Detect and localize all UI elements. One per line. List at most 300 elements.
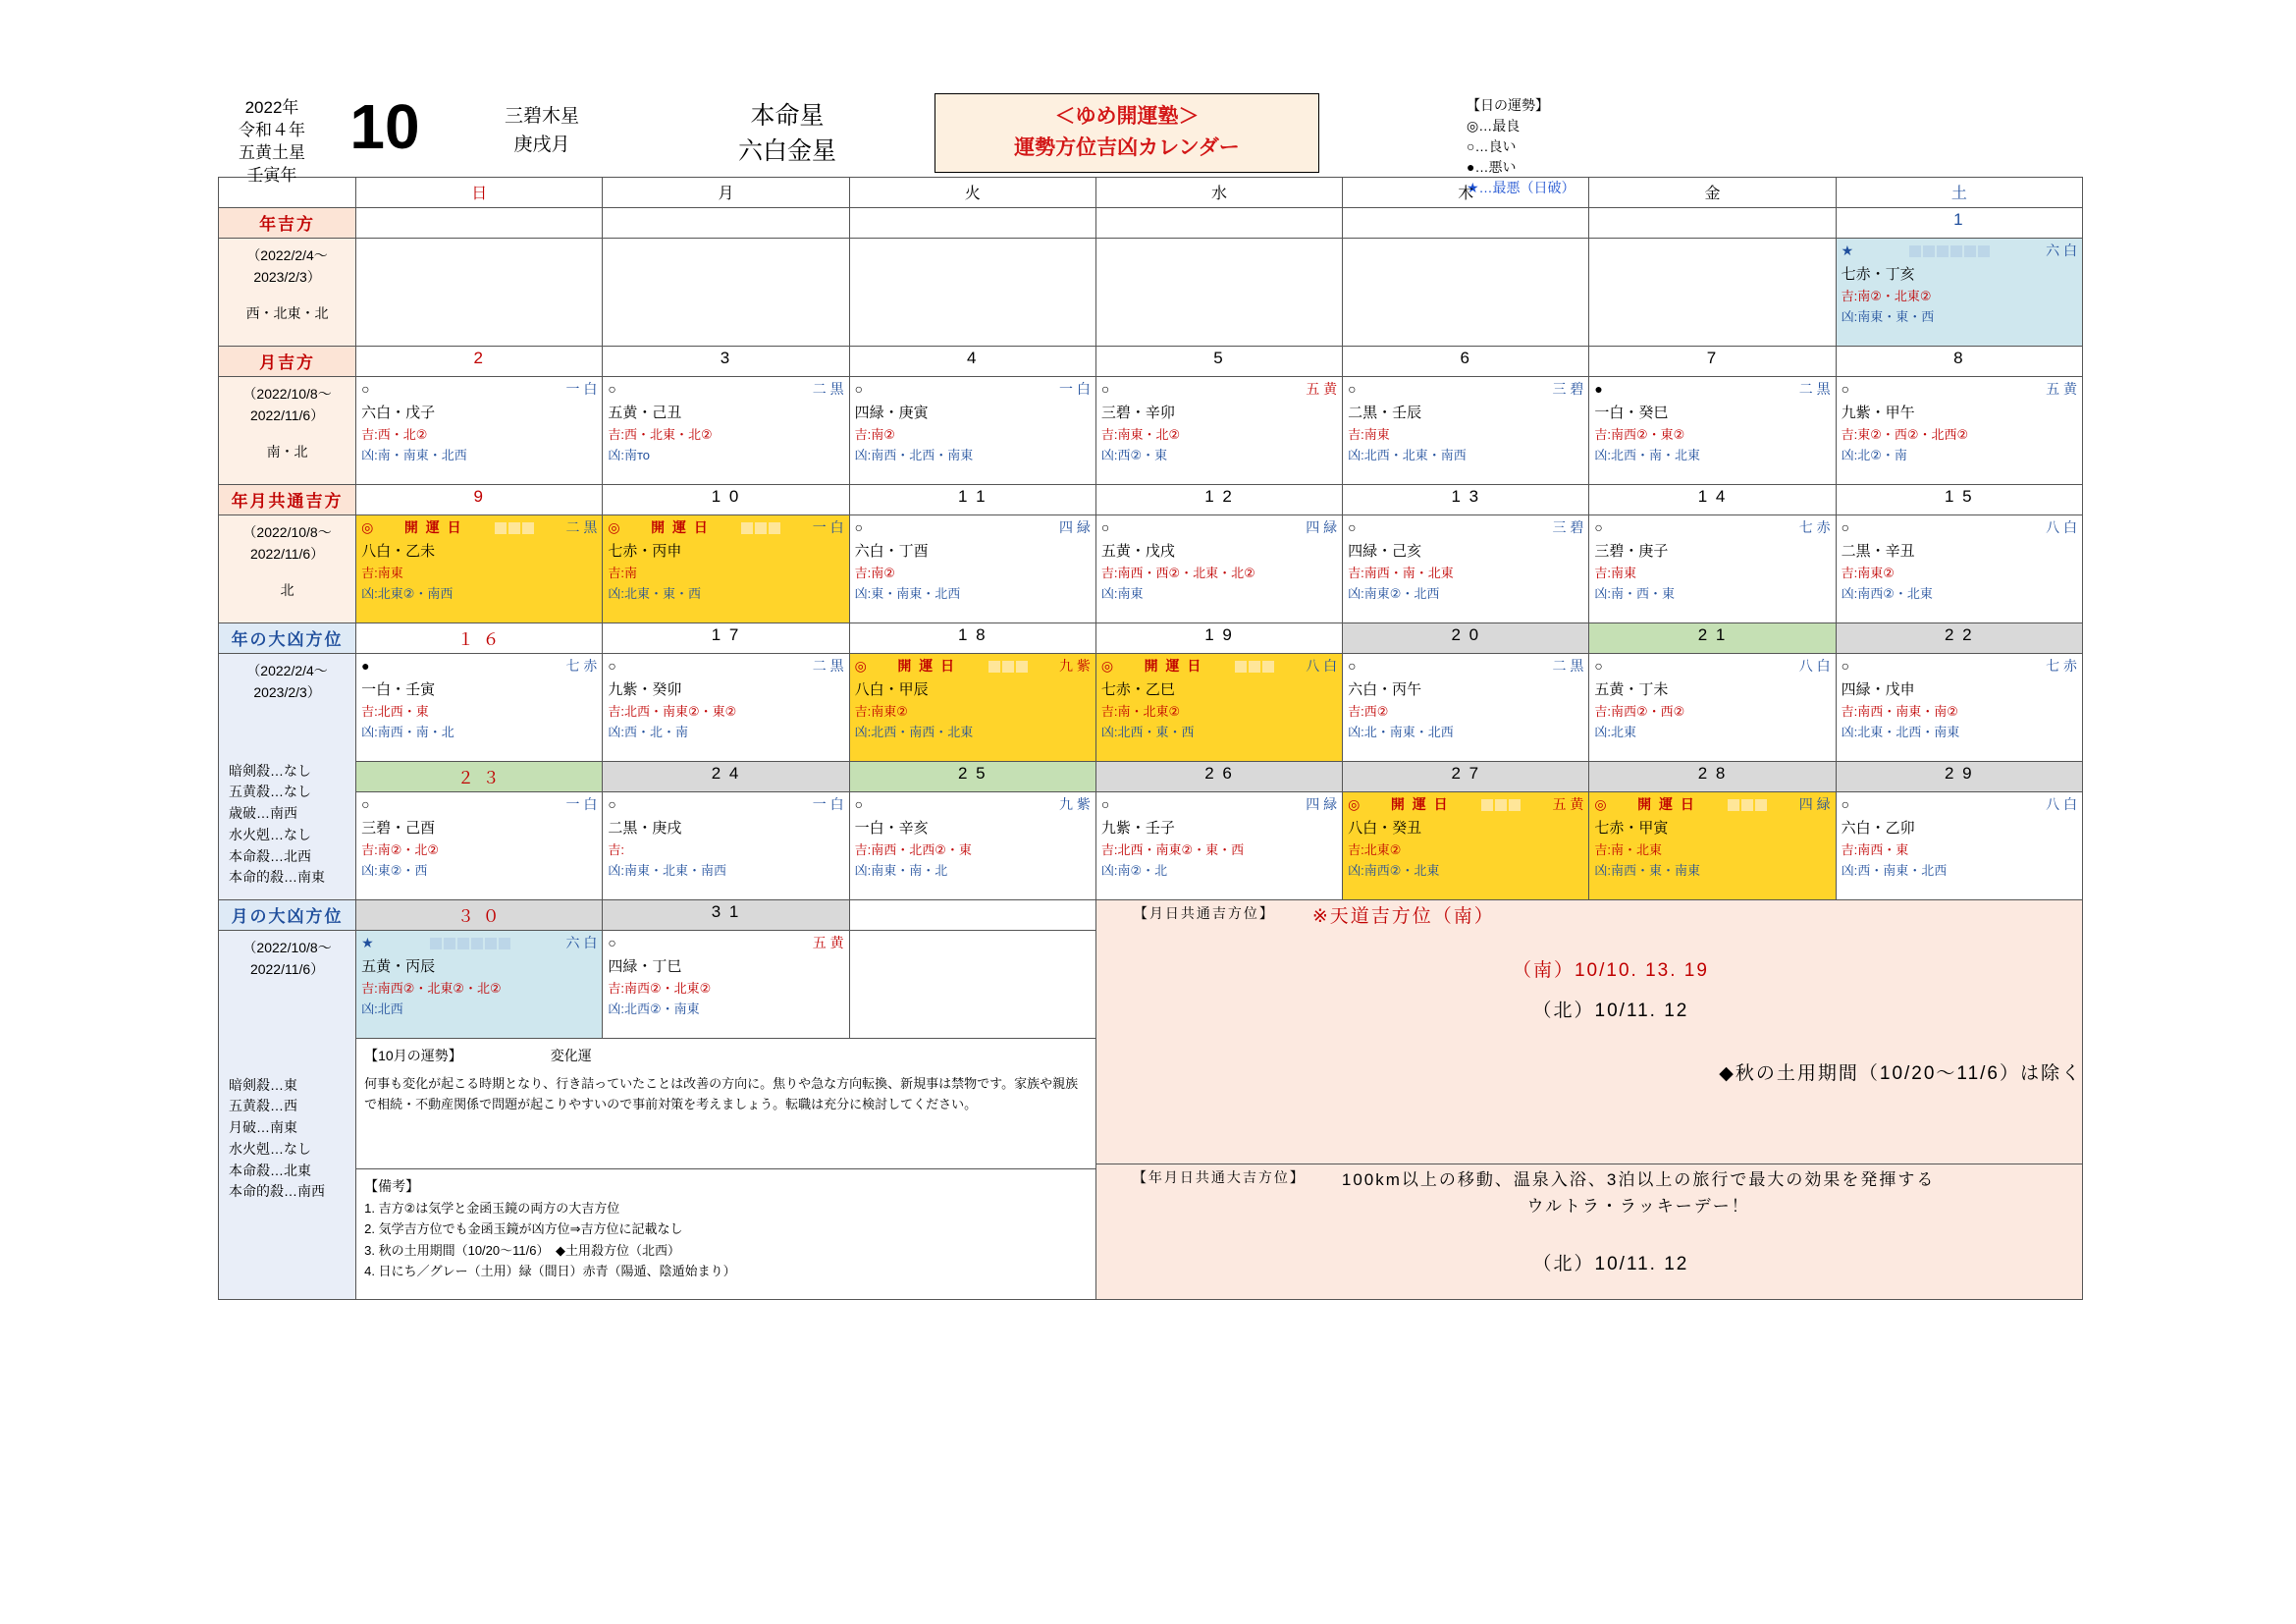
side-body-year-kyo	[219, 654, 356, 900]
day-cell[interactable]	[356, 792, 603, 900]
day-kichi: 吉:南東②	[1841, 566, 1895, 581]
day-kichi: 吉:東②・西②・北西②	[1841, 427, 1969, 443]
day-mark: ◎	[1100, 658, 1114, 674]
day-eto: 二黒・壬辰	[1348, 404, 1422, 421]
doyou-note: ◆秋の土用期間（10/20～11/6）は除く	[1719, 1063, 2082, 1085]
week-1-number-row	[219, 208, 2083, 239]
day-cell[interactable]	[849, 515, 1095, 623]
day-kichi: 吉:南②・北②	[361, 842, 440, 858]
day-eto: 九紫・癸卯	[608, 680, 682, 698]
daynum-6: 6	[1343, 347, 1589, 377]
dow-mon: 月	[603, 178, 849, 208]
biko-title: 【備考】	[364, 1178, 420, 1194]
day-cell[interactable]	[1343, 654, 1589, 762]
day-blocks	[988, 657, 1029, 677]
day-kyusei: 一 白	[565, 381, 598, 397]
day-mark: ○	[1348, 381, 1357, 397]
kyotsu-title: 【月日共通吉方位】	[1133, 905, 1275, 921]
day-kichi: 吉:南②・北東②	[1841, 289, 1932, 304]
side-title-month-kyo: 月の大凶方位	[219, 900, 356, 931]
week-5-number-row	[219, 762, 2083, 792]
day-cell[interactable]	[1589, 792, 1836, 900]
daikichi-value: （北）10/11. 12	[1532, 1253, 1689, 1274]
day-eto: 四緑・丁巳	[608, 957, 682, 975]
day-cell[interactable]	[1836, 377, 2082, 485]
day-kyusei: 一 白	[565, 796, 598, 812]
day-mark: ○	[1594, 519, 1603, 535]
day-kyusei: 三 碧	[1552, 381, 1584, 397]
day-kichi: 吉:西②	[1348, 704, 1389, 720]
week-4-number-row	[219, 623, 2083, 654]
day-mark: ○	[361, 381, 370, 397]
day-cell[interactable]	[1095, 792, 1342, 900]
day-kichi: 吉:南西・北西②・東	[854, 842, 972, 858]
day-eto: 八白・癸丑	[1348, 819, 1422, 837]
dow-sun: 日	[356, 178, 603, 208]
legend-best: ◎…最良	[1467, 118, 1521, 134]
day-mark: ○	[1841, 796, 1850, 812]
daynum-10: 1 0	[603, 485, 849, 515]
day-cell[interactable]	[1095, 654, 1342, 762]
daynum-empty	[1095, 208, 1342, 239]
day-mark: ○	[608, 658, 616, 674]
day-kichi: 吉:南東	[1348, 427, 1390, 443]
side-kyo-line: 暗剣殺…なし	[229, 762, 311, 779]
day-cell-empty	[1095, 239, 1342, 347]
day-kyo: 凶:南東・北東・南西	[608, 862, 727, 878]
month-star-line-1: 三碧木星	[504, 106, 579, 127]
side-kyo-line: 歳破…南西	[229, 805, 297, 822]
legend	[1467, 93, 1575, 198]
daynum-16: １ ６	[356, 623, 603, 654]
day-cell-empty	[1589, 239, 1836, 347]
day-kichi: 吉:南西②・北東②	[608, 981, 712, 997]
day-kichi: 吉:南西②・北東②・北②	[361, 981, 502, 997]
day-kyusei: 九 紫	[1059, 796, 1091, 812]
day-kyusei: 一 白	[1059, 381, 1091, 397]
day-eto: 四緑・己亥	[1348, 542, 1422, 560]
daynum-20: 2 0	[1343, 623, 1589, 654]
day-eto: 五黄・丁未	[1594, 680, 1669, 698]
daynum-empty	[1343, 208, 1589, 239]
daynum-empty	[849, 208, 1095, 239]
side-kyo-line: 本命的殺…南東	[229, 869, 325, 886]
day-kyusei: 八 白	[2046, 519, 2077, 535]
year-block	[218, 93, 326, 188]
day-kichi: 吉:	[608, 842, 625, 858]
day-kichi: 吉:南西・南東・南②	[1841, 704, 1958, 720]
day-eto: 七赤・乙巳	[1100, 680, 1175, 698]
daynum-27: 2 7	[1343, 762, 1589, 792]
day-kichi: 吉:南	[608, 566, 638, 581]
daynum-14: 1 4	[1589, 485, 1836, 515]
day-kyo: 凶:南西②・北東	[1348, 862, 1440, 878]
year-line-1: 2022年	[244, 98, 299, 117]
week-2-number-row	[219, 347, 2083, 377]
day-eto: 六白・戊子	[361, 404, 436, 421]
day-kyo: 凶:北西	[361, 1001, 403, 1016]
day-kichi: 吉:西・北東・北②	[608, 427, 713, 443]
day-mark: ○	[608, 935, 616, 950]
day-cell[interactable]	[1343, 377, 1589, 485]
day-kyusei: 五 黄	[812, 935, 844, 950]
side-line: （2022/2/4～	[246, 663, 328, 678]
daynum-19: 1 9	[1095, 623, 1342, 654]
side-kyo-line: 水火剋…なし	[229, 826, 311, 842]
day-eto: 七赤・丙申	[608, 542, 682, 560]
day-kichi: 吉:北西・東	[361, 704, 429, 720]
day-mark: ★	[361, 935, 374, 950]
day-kyo: 凶:南②・北	[1100, 862, 1168, 878]
daynum-26: 2 6	[1095, 762, 1342, 792]
daynum-23: ２ ３	[356, 762, 603, 792]
month-number: 10	[349, 91, 420, 162]
day-kyo: 凶:東・南東・北西	[854, 585, 961, 601]
day-eto: 五黄・丙辰	[361, 957, 436, 975]
day-eto: 五黄・己丑	[608, 404, 682, 421]
biko-line-4: 4. 日にち／グレー（土用）緑（間日）赤青（陽遁、陰遁始まり）	[364, 1263, 736, 1278]
day-eto: 一白・辛亥	[854, 819, 929, 837]
side-body-year-kichi	[219, 239, 356, 347]
day-eto: 一白・壬寅	[361, 680, 436, 698]
page-header	[218, 91, 2083, 195]
side-kyo-line: 五黄殺…なし	[229, 784, 311, 800]
biko-line-3: 3. 秋の土用期間（10/20～11/6） ◆土用殺方位（北西）	[364, 1242, 680, 1258]
side-title-year-kyo: 年の大凶方位	[219, 623, 356, 654]
side-body-year-month-common	[219, 515, 356, 623]
side-kyo-line: 本命的殺…南西	[229, 1183, 325, 1200]
day-kichi: 吉:南②	[854, 566, 895, 581]
day-eto: 七赤・丁亥	[1841, 265, 1915, 283]
day-mark: ○	[1100, 796, 1110, 812]
day-cell[interactable]	[603, 792, 849, 900]
daynum-12: 1 2	[1095, 485, 1342, 515]
side-line: 2022/11/6）	[249, 407, 325, 424]
day-cell[interactable]	[849, 654, 1095, 762]
month-star-block	[444, 93, 640, 159]
day-eto: 一白・癸巳	[1594, 404, 1669, 421]
day-kichi: 吉:西・北②	[361, 427, 428, 443]
daynum-7: 7	[1589, 347, 1836, 377]
day-cell[interactable]	[1836, 654, 2082, 762]
side-kyo-line: 本命殺…北西	[229, 847, 311, 864]
daikichi-desc-1: 100km以上の移動、温泉入浴、3泊以上の旅行で最大の効果を発揮する	[1341, 1169, 1936, 1189]
day-cell-empty	[1343, 239, 1589, 347]
day-mark: ○	[1594, 658, 1603, 674]
day-blocks	[1727, 795, 1768, 815]
day-eto: 四緑・庚寅	[854, 404, 929, 421]
side-kyo-line: 水火剋…なし	[229, 1140, 311, 1157]
side-kyo-line: 暗剣殺…東	[229, 1076, 297, 1093]
daynum-30: ３ ０	[356, 900, 603, 931]
day-eto: 五黄・戊戌	[1100, 542, 1175, 560]
side-body-month-kichi	[219, 377, 356, 485]
daynum-21: 2 1	[1589, 623, 1836, 654]
day-kyusei: 九 紫	[1059, 658, 1091, 674]
kaiun-label: 開 運 日	[897, 658, 957, 674]
day-kyusei: 一 白	[812, 796, 844, 812]
day-mark: ○	[1841, 519, 1850, 535]
title-line-2: 運勢方位吉凶カレンダー	[1014, 135, 1240, 159]
daynum-2: 2	[356, 347, 603, 377]
day-kyusei: 六 白	[565, 935, 598, 950]
day-cell[interactable]	[1836, 792, 2082, 900]
side-line: （2022/10/8～	[242, 386, 332, 402]
day-cell[interactable]	[356, 931, 603, 1039]
day-eto: 三碧・辛卯	[1100, 404, 1175, 421]
side-kyo-line: 月破…南東	[229, 1119, 297, 1136]
tendo-kippou: ※天道吉方位（南）	[1311, 906, 1495, 927]
dow-sat: 土	[1836, 178, 2082, 208]
honmei-value: 六白金星	[737, 137, 836, 166]
day-cell[interactable]	[1589, 654, 1836, 762]
daikichi-panel	[1096, 1164, 2082, 1299]
day-kyusei: 七 赤	[2046, 658, 2077, 674]
side-line: 2022/11/6）	[249, 546, 325, 563]
legend-bad: ●…悪い	[1467, 159, 1517, 175]
calendar-table	[218, 177, 2083, 1300]
kyotsu-north: （北）10/11. 12	[1532, 1000, 1689, 1021]
day-mark: ○	[608, 796, 616, 812]
unsei-title: 【10月の運勢】	[364, 1048, 462, 1063]
day-kichi: 吉:南西・西②・北東・北②	[1100, 566, 1255, 581]
day-kyo: 凶:南西②・北東	[1841, 585, 1933, 601]
side-body-month-kyo	[219, 931, 356, 1300]
day-cell[interactable]	[1589, 377, 1836, 485]
daikichi-desc-2: ウルトラ・ラッキーデー！	[1526, 1197, 1750, 1217]
day-kichi: 吉:北西・南東②・東②	[608, 704, 737, 720]
calendar-sheet	[218, 93, 2083, 1300]
day-eto: 四緑・戊申	[1841, 680, 1915, 698]
dow-thu: 木	[1343, 178, 1589, 208]
day-mark: ○	[608, 381, 616, 397]
day-kyusei: 四 緑	[1306, 519, 1338, 535]
day-mark: ◎	[1348, 796, 1361, 812]
day-cell[interactable]	[603, 377, 849, 485]
biko-line-1: 1. 吉方②は気学と金函玉鏡の両方の大吉方位	[364, 1200, 620, 1216]
day-cell[interactable]	[1095, 515, 1342, 623]
day-kyo: 凶:北東②・南西	[361, 585, 454, 601]
day-kyo: 凶:北・南東・北西	[1348, 724, 1454, 739]
day-kyo: 凶:北西・北東・南西	[1348, 447, 1467, 462]
day-kyusei: 八 白	[2046, 796, 2077, 812]
day-blocks	[1908, 242, 1991, 261]
day-kyo: 凶:北②・南	[1841, 447, 1907, 462]
day-eto: 九紫・壬子	[1100, 819, 1175, 837]
day-eto: 六白・丙午	[1348, 680, 1422, 698]
day-mark: ◎	[854, 658, 867, 674]
month-star-line-2: 庚戌月	[513, 134, 570, 155]
day-eto: 三碧・庚子	[1594, 542, 1669, 560]
day-kyusei: 四 緑	[1798, 796, 1831, 812]
day-mark: ○	[1348, 658, 1357, 674]
day-kyusei: 五 黄	[1552, 796, 1584, 812]
day-cell[interactable]	[603, 515, 849, 623]
day-kyusei: 七 赤	[1798, 519, 1831, 535]
day-kichi: 吉:北東②	[1348, 842, 1402, 858]
dow-fri: 金	[1589, 178, 1836, 208]
monthly-fortune-panel	[356, 1039, 1096, 1169]
week-2-cells	[219, 377, 2083, 485]
legend-good: ○…良い	[1467, 138, 1517, 154]
year-line-3: 五黄土星	[239, 142, 305, 162]
day-cell[interactable]	[1343, 792, 1589, 900]
unsei-subtitle: 変化運	[550, 1048, 592, 1063]
side-line: 2022/11/6）	[249, 961, 325, 978]
daynum-5: 5	[1095, 347, 1342, 377]
day-kyusei: 二 黒	[1552, 658, 1584, 674]
legend-worst: ★…最悪（日破）	[1467, 180, 1575, 195]
daynum-31: 3 1	[603, 900, 849, 931]
day-kichi: 吉:南西②・東②	[1594, 427, 1685, 443]
side-line: 2023/2/3）	[253, 684, 321, 701]
day-kyusei: 八 白	[1798, 658, 1831, 674]
side-line: （2022/10/8～	[242, 524, 332, 540]
dow-wed: 水	[1095, 178, 1342, 208]
day-mark: ◎	[361, 519, 374, 535]
week-6-number-row	[219, 900, 2083, 931]
day-blocks	[740, 518, 781, 538]
side-line: （2022/10/8～	[242, 940, 332, 955]
side-line: （2022/2/4～	[246, 247, 328, 263]
side-title-month-kichi: 月吉方	[219, 347, 356, 377]
day-blocks	[429, 934, 511, 953]
day-kichi: 吉:南・北東	[1594, 842, 1663, 858]
day-mark: ★	[1841, 243, 1854, 258]
day-cell[interactable]	[603, 654, 849, 762]
day-mark: ○	[854, 796, 864, 812]
daynum-empty	[849, 900, 1095, 931]
day-cell[interactable]	[1836, 515, 2082, 623]
day-kichi: 吉:南東	[1594, 566, 1637, 581]
day-mark: ●	[1594, 381, 1603, 397]
day-cell-empty	[849, 931, 1095, 1039]
side-line: 西・北東・北	[245, 304, 329, 321]
day-mark: ○	[1100, 381, 1110, 397]
day-mark: ○	[854, 381, 864, 397]
day-cell[interactable]	[1343, 515, 1589, 623]
day-eto: 二黒・辛丑	[1841, 542, 1915, 560]
daynum-3: 3	[603, 347, 849, 377]
day-mark: ◎	[608, 519, 620, 535]
day-kichi: 吉:南西・南・北東	[1348, 566, 1454, 581]
day-mark: ○	[1841, 381, 1850, 397]
dow-tue: 火	[849, 178, 1095, 208]
side-line: 2023/2/3）	[253, 269, 321, 286]
side-title-year-month-common: 年月共通吉方	[219, 485, 356, 515]
day-cell[interactable]	[1589, 515, 1836, 623]
daynum-18: 1 8	[849, 623, 1095, 654]
day-mark: ○	[1348, 519, 1357, 535]
side-title-year-kichi: 年吉方	[219, 208, 356, 239]
day-cell[interactable]	[849, 377, 1095, 485]
day-kyo: 凶:北東	[1594, 724, 1637, 739]
day-eto: 三碧・己酉	[361, 819, 436, 837]
kaiun-label: 開 運 日	[1144, 658, 1203, 674]
title-line-1: ＜ゆめ開運塾＞	[1054, 105, 1200, 128]
daynum-15: 1 5	[1836, 485, 2082, 515]
day-kyusei: 二 黒	[812, 658, 844, 674]
day-kyo: 凶:南東・東・西	[1841, 308, 1935, 324]
day-eto: 六白・丁酉	[854, 542, 929, 560]
kaiun-label: 開 運 日	[651, 519, 710, 535]
day-cell[interactable]	[603, 931, 849, 1039]
day-eto: 七赤・甲寅	[1594, 819, 1669, 837]
day-mark: ○	[854, 519, 864, 535]
day-mark: ◎	[1594, 796, 1607, 812]
year-line-4: 壬寅年	[246, 165, 297, 185]
week-3-cells	[219, 515, 2083, 623]
daikichi-title: 【年月日共通大吉方位】	[1132, 1168, 1306, 1185]
day-kyo: 凶:東②・西	[361, 862, 428, 878]
daynum-empty	[356, 208, 603, 239]
day-cell[interactable]	[849, 792, 1095, 900]
day-cell[interactable]	[1095, 377, 1342, 485]
day-kyo: 凶:南東②・北西	[1348, 585, 1440, 601]
day-kichi: 吉:南西・東	[1841, 842, 1909, 858]
kaiun-label: 開 運 日	[1390, 796, 1450, 812]
day-mark: ○	[1841, 658, 1850, 674]
day-kyo: 凶:北東・北西・南東	[1841, 724, 1960, 739]
day-eto: 二黒・庚戌	[608, 819, 682, 837]
daynum-28: 2 8	[1589, 762, 1836, 792]
day-kyo: 凶:南・南東・北西	[361, 447, 467, 462]
day-kyo: 凶:南西・東・南東	[1594, 862, 1701, 878]
day-kyusei: 四 緑	[1059, 519, 1091, 535]
day-mark: ○	[361, 796, 370, 812]
honmei-label: 本命星	[750, 102, 825, 130]
kaiun-label: 開 運 日	[403, 519, 463, 535]
day-kichi: 吉:北西・南東②・東・西	[1100, 842, 1245, 858]
day-cell-empty	[356, 239, 603, 347]
day-kyo: 凶:北西・南西・北東	[854, 724, 974, 739]
daynum-empty	[1589, 208, 1836, 239]
day-kyusei: 二 黒	[1798, 381, 1831, 397]
day-blocks	[1234, 657, 1275, 677]
day-kyo: 凶:南то	[608, 447, 651, 462]
day-kyo: 凶:南東	[1100, 585, 1144, 601]
day-kyo: 凶:西・南東・北西	[1841, 862, 1948, 878]
day-kyusei: 五 黄	[1306, 381, 1338, 397]
day-cell[interactable]	[356, 654, 603, 762]
day-kyo: 凶:北西②・南東	[608, 1001, 700, 1016]
day-kyusei: 二 黒	[812, 381, 844, 397]
day-kyusei: 七 赤	[565, 658, 598, 674]
day-cell[interactable]	[356, 515, 603, 623]
day-cell[interactable]	[356, 377, 603, 485]
week-5-cells	[219, 792, 2083, 900]
day-cell[interactable]	[1836, 239, 2082, 347]
kaiun-label: 開 運 日	[1637, 796, 1696, 812]
day-kichi: 吉:南東・北②	[1100, 427, 1181, 443]
day-kyo: 凶:西・北・南	[608, 724, 689, 739]
daynum-17: 1 7	[603, 623, 849, 654]
day-kyusei: 三 碧	[1552, 519, 1584, 535]
day-kyo: 凶:南西・北西・南東	[854, 447, 974, 462]
daynum-8: 8	[1836, 347, 2082, 377]
day-kyusei: 四 緑	[1306, 796, 1338, 812]
day-kyusei: 一 白	[812, 519, 844, 535]
day-kyo: 凶:南・西・東	[1594, 585, 1676, 601]
daynum-29: 2 9	[1836, 762, 2082, 792]
side-line: 南・北	[266, 443, 308, 460]
day-kichi: 吉:南東②	[854, 704, 908, 720]
honmei-block	[640, 93, 934, 170]
daynum-24: 2 4	[603, 762, 849, 792]
daynum-13: 1 3	[1343, 485, 1589, 515]
daynum-9: 9	[356, 485, 603, 515]
week-3-number-row	[219, 485, 2083, 515]
